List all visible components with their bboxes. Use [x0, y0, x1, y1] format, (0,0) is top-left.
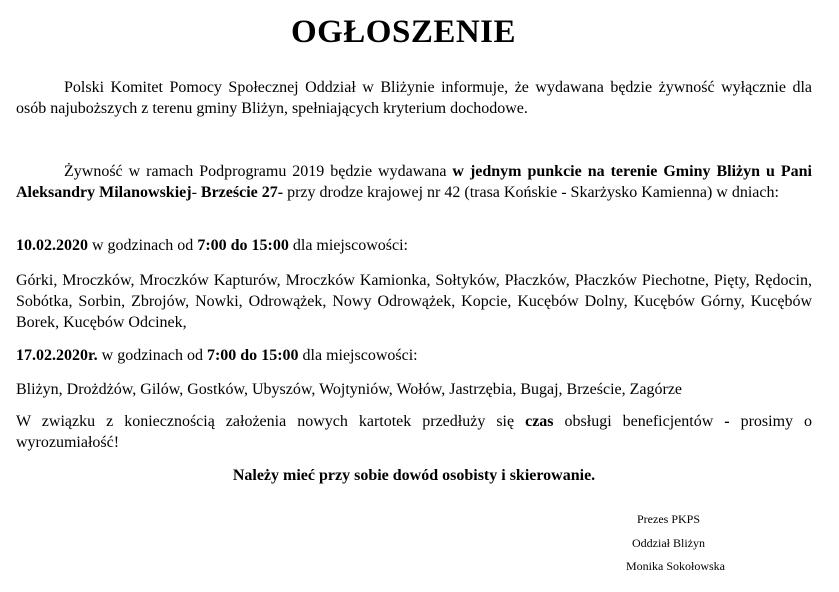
- day2-do: do: [240, 347, 258, 364]
- day1-schedule: [16, 235, 812, 256]
- day1-time-to: 15:00: [251, 237, 289, 254]
- day1-text-4: dla miejscowości:: [288, 237, 408, 254]
- distribution-text-3: przy drodze krajowej nr 42 (trasa Końskie - Skarżysko Kamienna) w dniach:: [283, 184, 779, 201]
- notice-text-1: W związku z koniecznością założenia nowych kartotek przedłuży się: [16, 413, 526, 430]
- day1-do: do: [230, 237, 248, 254]
- day1-text-1: w godzinach od: [88, 237, 198, 254]
- day2-text-1: w godzinach od: [97, 347, 207, 364]
- notice-bold-2: -: [724, 413, 730, 430]
- notice-text-2: obsługi beneficjentów: [553, 413, 725, 430]
- notice-text-3: prosimy o wyrozumiałość!: [16, 413, 813, 451]
- day2-schedule: [16, 345, 812, 366]
- reminder-note: Należy mieć przy sobie dowód osobisty i skierowanie.: [232, 467, 596, 484]
- notice-bold-1: czas: [525, 413, 554, 430]
- distribution-paragraph: [16, 161, 812, 203]
- distribution-text-1: Żywność w ramach Podprogramu 2019 będzie wydawana: [64, 163, 453, 180]
- page-title: OGŁOSZENIE: [290, 14, 517, 50]
- day2-text-4: dla miejscowości:: [298, 347, 418, 364]
- day1-places: Górki, Mroczków, Mroczków Kapturów, Mroczków Kamionka, Sołtyków, Płaczków, Płaczków Piechotne, Pięty, Rędocin, Sobótka, Sorbin, Zbrojów, Nowki, Odrowążek, Nowy Odrowążek, Kopcie, Kucębów Dolny, Kucębów Górny, Kucębów Borek, Kucębów Odcinek,: [16, 272, 812, 331]
- signature-title: Prezes PKPS: [637, 512, 701, 526]
- distribution-text-2: -: [191, 184, 201, 201]
- signature-name: Monika Sokołowska: [626, 559, 725, 573]
- distribution-address: Brzeście 27-: [200, 184, 284, 201]
- notice-paragraph: [16, 411, 812, 453]
- day2-time-from: 7:00: [206, 347, 237, 364]
- day2-time-to: 15:00: [261, 347, 299, 364]
- intro-paragraph: Polski Komitet Pomocy Społecznej Oddział w Bliżynie informuje, że wydawana będzie żywność wyłącznie dla osób najuboższych z terenu gminy Bliżyn, spełniających kryterium dochodowe.: [16, 79, 812, 117]
- day1-date: 10.02.2020: [16, 237, 88, 254]
- day2-date: 17.02.2020r.: [16, 347, 98, 364]
- distribution-location: w jednym punkcie na terenie Gminy Bliżyn u Pani Aleksandry Milanowskiej: [16, 163, 812, 201]
- day1-time-from: 7:00: [197, 237, 227, 254]
- signature-office: Oddział Bliżyn: [632, 536, 705, 550]
- day2-places: Bliżyn, Drożdżów, Gilów, Gostków, Ubyszów, Wojtyniów, Wołów, Jastrzębia, Bugaj, Brzeście, Zagórze: [16, 381, 683, 398]
